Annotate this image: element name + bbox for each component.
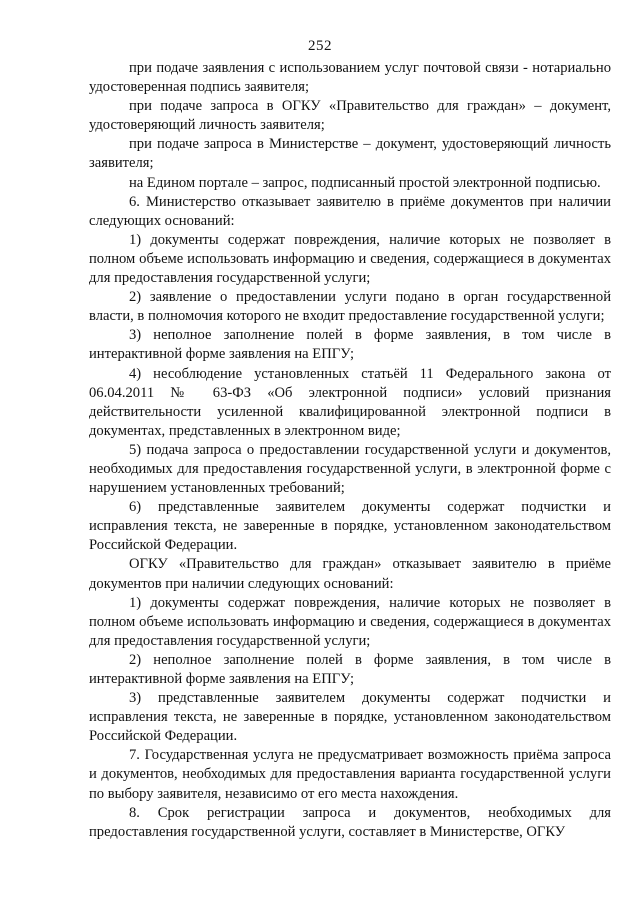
page-number: 252 <box>308 38 332 54</box>
paragraph: 2) заявление о предоставлении услуги подано в орган государственной власти, в полномочия которого не входит предоставление государственной услуги; <box>89 289 611 325</box>
paragraph: 6) представленные заявителем документы содержат подчистки и исправления текста, не заверенные в порядке, установленном законодательством Российской Федерации. <box>89 499 611 554</box>
paragraph: при подаче запроса в ОГКУ «Правительство для граждан» – документ, удостоверяющий личность заявителя; <box>89 98 611 134</box>
paragraph: 3) неполное заполнение полей в форме заявления, в том числе в интерактивной форме заявления на ЕПГУ; <box>89 327 611 363</box>
paragraph: при подаче заявления с использованием услуг почтовой связи - нотариально удостоверенная подпись заявителя; <box>89 60 611 96</box>
paragraph: 1) документы содержат повреждения, наличие которых не позволяет в полном объеме использовать информацию и сведения, содержащиеся в документах для предоставления государственной услуги; <box>89 594 611 649</box>
paragraph: 3) представленные заявителем документы содержат подчистки и исправления текста, не заверенные в порядке, установленном законодательством Российской Федерации. <box>89 690 611 745</box>
paragraph: при подаче запроса в Министерстве – документ, удостоверяющий личность заявителя; <box>89 136 611 172</box>
paragraph: на Едином портале – запрос, подписанный простой электронной подписью. <box>129 174 601 191</box>
paragraph: 2) неполное заполнение полей в форме заявления, в том числе в интерактивной форме заявления на ЕПГУ; <box>89 651 611 687</box>
paragraph: 4) несоблюдение установленных статьёй 11 Федерального закона от 06.04.2011 № 63-ФЗ «Об электронной подписи» условий признания действительности усиленной квалифицированной электронной подписи в документах, представленных в электронном виде; <box>89 365 611 439</box>
paragraph: 5) подача запроса о предоставлении государственной услуги и документов, необходимых для предоставления государственной услуги, в электронной форме с нарушением установленных требований; <box>89 441 611 497</box>
document-body <box>89 59 611 842</box>
paragraph: 1) документы содержат повреждения, наличие которых не позволяет в полном объеме использовать информацию и сведения, содержащиеся в документах для предоставления государственной услуги; <box>89 231 611 287</box>
paragraph: 8. Срок регистрации запроса и документов, необходимых для предоставления государственной услуги, составляет в Министерстве, ОГКУ <box>89 804 611 840</box>
paragraph: 7. Государственная услуга не предусматривает возможность приёма запроса и документов, необходимых для предоставления варианта государственной услуги по выбору заявителя, независимо от его места нахождения. <box>89 747 611 802</box>
paragraph: ОГКУ «Правительство для граждан» отказывает заявителю в приёме документов при наличии следующих оснований: <box>89 556 611 592</box>
paragraph: 6. Министерство отказывает заявителю в приёме документов при наличии следующих оснований: <box>89 193 611 229</box>
